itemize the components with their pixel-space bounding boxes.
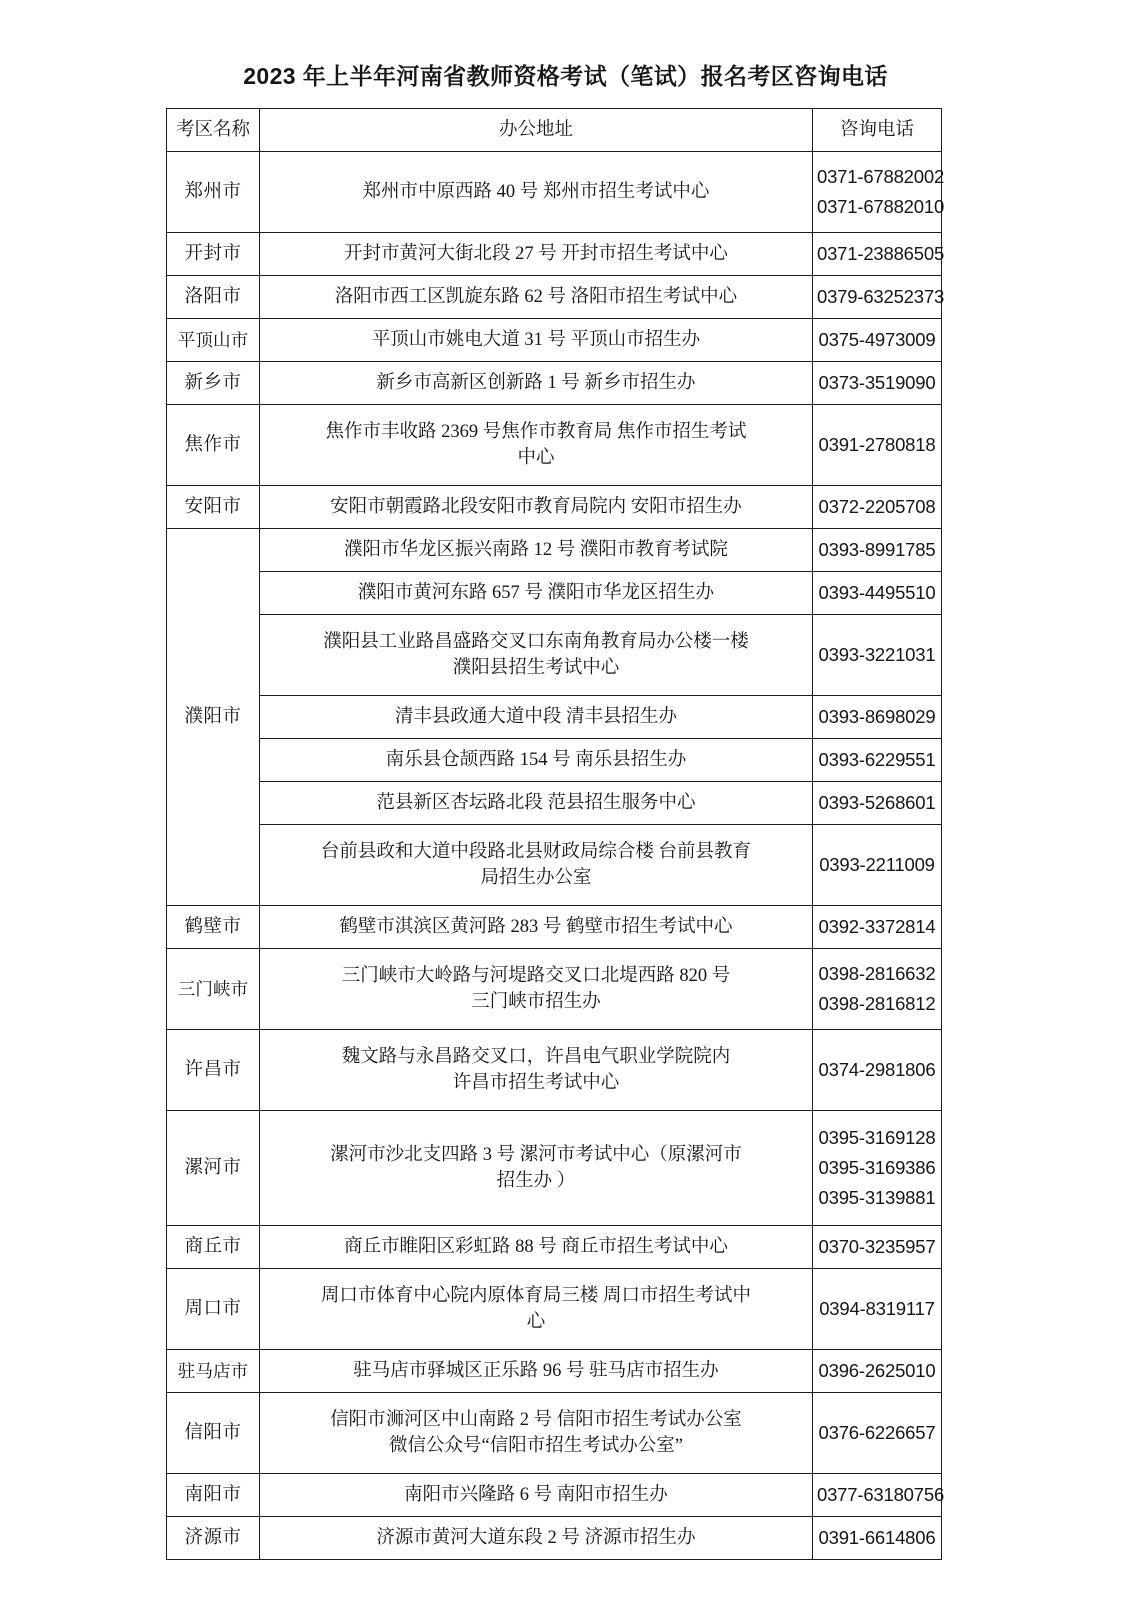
table-row <box>167 1474 942 1517</box>
cell-office-address <box>260 1350 813 1393</box>
phone-number: 0393-4495510 <box>818 582 936 604</box>
phone-number: 0375-4973009 <box>818 329 936 351</box>
phone-number: 0393-8991785 <box>818 539 936 561</box>
address-line: 许昌市招生考试中心 <box>452 1073 620 1093</box>
cell-phone <box>813 1030 942 1111</box>
table-row <box>167 486 942 529</box>
cell-office-address <box>260 1474 813 1517</box>
table-row <box>167 825 942 906</box>
cell-district-name: 商丘市 <box>167 1226 260 1269</box>
cell-office-address <box>260 615 813 696</box>
table-row <box>167 1350 942 1393</box>
cell-phone <box>813 1393 942 1474</box>
cell-office-address <box>260 1030 813 1111</box>
cell-district-name: 三门峡市 <box>167 949 260 1030</box>
address-line: 南乐县仓颉西路 154 号 南乐县招生办 <box>385 749 687 770</box>
cell-office-address <box>260 529 813 572</box>
cell-phone <box>813 1111 942 1226</box>
address-line: 平顶山市姚电大道 31 号 平顶山市招生办 <box>371 329 701 350</box>
cell-district-name: 周口市 <box>167 1269 260 1350</box>
table-row <box>167 1111 942 1226</box>
cell-district-name: 开封市 <box>167 233 260 276</box>
phone-number: 0391-6614806 <box>818 1527 936 1549</box>
page-title: 2023 年上半年河南省教师资格考试（笔试）报名考区咨询电话 <box>243 63 888 89</box>
cell-district-name: 安阳市 <box>167 486 260 529</box>
phone-number: 0398-2816632 <box>818 963 936 985</box>
cell-office-address <box>260 1517 813 1560</box>
phone-number: 0395-3169128 <box>818 1127 936 1149</box>
column-header-phone: 咨询电话 <box>813 109 942 152</box>
cell-phone <box>813 1269 942 1350</box>
table-row <box>167 362 942 405</box>
phone-number: 0376-6226657 <box>818 1422 936 1444</box>
address-line: 安阳市朝霞路北段安阳市教育局院内 安阳市招生办 <box>330 496 742 517</box>
phone-number: 0395-3169386 <box>818 1157 936 1179</box>
cell-phone <box>813 825 942 906</box>
cell-office-address <box>260 696 813 739</box>
address-line: 濮阳县工业路昌盛路交叉口东南角教育局办公楼一楼 <box>323 631 749 652</box>
cell-office-address <box>260 1226 813 1269</box>
cell-office-address <box>260 572 813 615</box>
exam-district-phone-table-wrapper <box>166 108 945 1560</box>
table-row <box>167 319 942 362</box>
table-row <box>167 1226 942 1269</box>
column-header-office-address: 办公地址 <box>260 109 813 152</box>
address-line: 招生办 ） <box>496 1171 576 1191</box>
address-line: 中心 <box>517 448 555 468</box>
cell-district-name: 南阳市 <box>167 1474 260 1517</box>
cell-district-name: 新乡市 <box>167 362 260 405</box>
table-row <box>167 276 942 319</box>
phone-number: 0379-63252373 <box>817 286 945 308</box>
phone-number: 0370-3235957 <box>818 1236 936 1258</box>
address-line: 郑州市中原西路 40 号 郑州市招生考试中心 <box>362 181 710 202</box>
cell-phone <box>813 529 942 572</box>
cell-phone <box>813 1517 942 1560</box>
table-row <box>167 1393 942 1474</box>
address-line: 济源市黄河大道东段 2 号 济源市招生办 <box>376 1527 696 1548</box>
cell-phone <box>813 319 942 362</box>
phone-number: 0395-3139881 <box>818 1186 936 1208</box>
address-line: 鹤壁市淇滨区黄河路 283 号 鹤壁市招生考试中心 <box>339 916 733 937</box>
address-line: 漯河市沙北支四路 3 号 漯河市考试中心（原漯河市 <box>330 1144 742 1165</box>
address-line: 微信公众号“信阳市招生考试办公室” <box>389 1436 683 1456</box>
cell-office-address <box>260 405 813 486</box>
phone-number: 0394-8319117 <box>819 1298 935 1320</box>
cell-district-name: 濮阳市 <box>167 529 260 906</box>
address-line: 范县新区杏坛路北段 范县招生服务中心 <box>376 792 696 813</box>
cell-district-name: 许昌市 <box>167 1030 260 1111</box>
address-line: 濮阳县招生考试中心 <box>452 658 620 678</box>
table-row <box>167 949 942 1030</box>
cell-office-address <box>260 825 813 906</box>
table-row <box>167 152 942 233</box>
cell-phone <box>813 739 942 782</box>
cell-office-address <box>260 152 813 233</box>
cell-district-name: 信阳市 <box>167 1393 260 1474</box>
phone-number: 0393-5268601 <box>818 792 936 814</box>
cell-office-address <box>260 949 813 1030</box>
cell-office-address <box>260 486 813 529</box>
cell-phone <box>813 949 942 1030</box>
phone-number: 0393-6229551 <box>818 749 936 771</box>
table-row <box>167 1517 942 1560</box>
cell-phone <box>813 782 942 825</box>
phone-number: 0398-2816812 <box>818 993 936 1014</box>
table-row <box>167 615 942 696</box>
phone-number: 0371-67882002 <box>817 166 945 188</box>
address-line: 洛阳市西工区凯旋东路 62 号 洛阳市招生考试中心 <box>334 286 738 307</box>
address-line: 濮阳市华龙区振兴南路 12 号 濮阳市教育考试院 <box>344 539 728 560</box>
column-header-district-name: 考区名称 <box>167 109 260 152</box>
table-row <box>167 233 942 276</box>
cell-office-address <box>260 1111 813 1226</box>
cell-office-address <box>260 233 813 276</box>
cell-office-address <box>260 782 813 825</box>
address-line: 清丰县政通大道中段 清丰县招生办 <box>394 706 678 727</box>
address-line: 新乡市高新区创新路 1 号 新乡市招生办 <box>376 372 696 393</box>
phone-number: 0391-2780818 <box>818 434 936 456</box>
cell-office-address <box>260 739 813 782</box>
address-line: 魏文路与永昌路交叉口，许昌电气职业学院院内 <box>341 1046 731 1067</box>
cell-phone <box>813 1350 942 1393</box>
cell-office-address <box>260 362 813 405</box>
cell-district-name: 漯河市 <box>167 1111 260 1226</box>
address-line: 台前县政和大道中段路北县财政局综合楼 台前县教育 <box>320 841 752 862</box>
phone-number: 0393-8698029 <box>818 706 936 728</box>
table-body <box>167 152 945 1560</box>
cell-phone <box>813 405 942 486</box>
cell-phone <box>813 362 942 405</box>
address-line: 三门峡市大岭路与河堤路交叉口北堤西路 820 号 <box>341 965 731 986</box>
phone-number: 0377-63180756 <box>817 1484 945 1506</box>
address-line: 商丘市睢阳区彩虹路 88 号 商丘市招生考试中心 <box>344 1236 728 1257</box>
table-row <box>167 405 942 486</box>
cell-office-address <box>260 319 813 362</box>
table-row <box>167 906 942 949</box>
cell-office-address <box>260 1393 813 1474</box>
cell-office-address <box>260 276 813 319</box>
table-row <box>167 739 942 782</box>
cell-district-name: 平顶山市 <box>167 319 260 362</box>
cell-phone <box>813 152 945 233</box>
address-line: 开封市黄河大街北段 27 号 开封市招生考试中心 <box>344 243 728 264</box>
table-row <box>167 572 942 615</box>
address-line: 三门峡市招生办 <box>471 992 601 1012</box>
address-line: 焦作市丰收路 2369 号焦作市教育局 焦作市招生考试 <box>325 421 747 442</box>
address-line: 濮阳市黄河东路 657 号 濮阳市华龙区招生办 <box>357 582 715 603</box>
table-row <box>167 1030 942 1111</box>
cell-phone <box>813 233 945 276</box>
cell-phone <box>813 906 942 949</box>
phone-number: 0373-3519090 <box>818 372 936 394</box>
cell-phone <box>813 615 942 696</box>
cell-district-name: 焦作市 <box>167 405 260 486</box>
address-line: 心 <box>526 1312 546 1332</box>
phone-number: 0372-2205708 <box>818 496 936 518</box>
address-line: 信阳市浉河区中山南路 2 号 信阳市招生考试办公室 <box>330 1409 742 1430</box>
cell-district-name: 鹤壁市 <box>167 906 260 949</box>
cell-office-address <box>260 906 813 949</box>
phone-number: 0396-2625010 <box>818 1360 936 1382</box>
address-line: 南阳市兴隆路 6 号 南阳市招生办 <box>404 1484 668 1505</box>
table-row <box>167 1269 942 1350</box>
address-line: 周口市体育中心院内原体育局三楼 周口市招生考试中 <box>320 1285 752 1306</box>
table-row <box>167 529 942 572</box>
cell-office-address <box>260 1269 813 1350</box>
cell-district-name: 济源市 <box>167 1517 260 1560</box>
table-row <box>167 782 942 825</box>
cell-phone <box>813 696 942 739</box>
table-header-row <box>167 109 942 152</box>
phone-number: 0392-3372814 <box>818 916 936 938</box>
cell-phone <box>813 1226 942 1269</box>
cell-phone <box>813 572 942 615</box>
cell-phone <box>813 276 945 319</box>
cell-district-name: 洛阳市 <box>167 276 260 319</box>
cell-district-name: 驻马店市 <box>167 1350 260 1393</box>
table-row <box>167 696 942 739</box>
phone-number: 0374-2981806 <box>818 1059 936 1081</box>
cell-district-name: 郑州市 <box>167 152 260 233</box>
phone-number: 0371-67882010 <box>817 196 945 217</box>
phone-number: 0393-2211009 <box>819 854 935 876</box>
phone-number: 0371-23886505 <box>817 243 945 265</box>
address-line: 驻马店市驿城区正乐路 96 号 驻马店市招生办 <box>353 1360 719 1381</box>
exam-district-phone-table <box>166 108 945 1560</box>
address-line: 局招生办公室 <box>480 868 592 888</box>
cell-phone <box>813 1474 945 1517</box>
phone-number: 0393-3221031 <box>818 644 936 666</box>
cell-phone <box>813 486 942 529</box>
